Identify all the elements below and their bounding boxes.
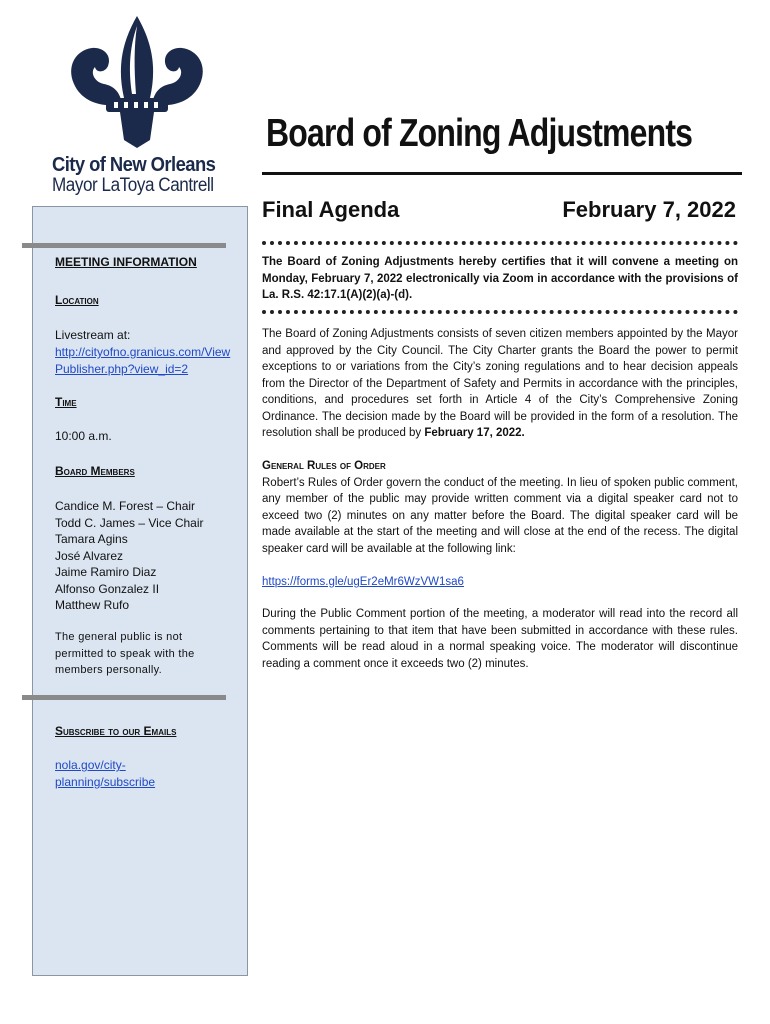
agenda-date: February 7, 2022 [562,197,736,222]
livestream-link[interactable]: http://cityofno.granicus.com/ViewPublisher.php?view_id=2 [55,345,231,376]
list-item: Tamara Agins [55,532,128,546]
page-title: Board of Zoning Adjustments [266,112,693,155]
rules-heading: General Rules of Order [262,460,386,472]
list-item: Alfonso Gonzalez II [55,581,160,596]
rules-section [262,458,738,557]
fleur-de-lis-icon [62,12,212,152]
meeting-time: 10:00 a.m. [55,429,112,443]
list-item: Candice M. Forest – Chair [55,499,196,513]
board-members-list [55,498,235,614]
list-item: Matthew Rufo [55,598,130,612]
list-item: José Alvarez [55,548,124,563]
meeting-info-heading: MEETING INFORMATION [55,255,197,269]
logo-city-name: City of New Orleans [52,154,216,176]
dotted-divider [262,310,738,314]
logo-mayor-name: Mayor LaToya Cantrell [52,175,214,196]
list-item: Todd C. James – Vice Chair [55,515,204,530]
speaker-card-link-row [262,574,738,591]
list-item: Jaime Ramiro Diaz [55,565,157,579]
board-members-heading: Board Members [55,464,135,478]
time-heading: Time [55,395,77,409]
subscribe-link[interactable]: nola.gov/city-planning/subscribe [55,758,156,789]
dotted-divider [262,241,738,245]
public-comment-text: During the Public Comment portion of the meeting, a moderator will read into the record all comments pertaining to that item that have been submitted in accordance with these rules. Comments will be read aloud in a normal speaking voice. The moderator will discontinue reading a comment once it exceeds two (2) minutes. [262,608,738,670]
livestream-label: Livestream at: [55,328,131,342]
sidebar-divider [22,695,226,700]
title-divider [262,172,742,175]
sidebar-divider [22,243,226,248]
agenda-label: Final Agenda [262,197,400,222]
description-text: The Board of Zoning Adjustments consists of seven citizen members appointed by the Mayor and approved by the City Council. The City Charter grants the Board the power to permit exceptions to or variations from the City’s zoning regulations and to hear decision appeals from the Director of the Department of Safety and Permits in accordance with the principles, conditions, and procedures set forth in Article 4 of the City’s Comprehensive Zoning Ordinance. The decision made by the Board will be provided in the form of a resolution. The resolution shall be produced by [262,328,738,439]
certification-text: The Board of Zoning Adjustments hereby certifies that it will convene a meeting on Monday, February 7, 2022 electronically via Zoom in accordance with the provisions of La. R.S. 42:17.1(A)(2)(a)-(d). [262,256,738,301]
resolution-deadline: February 17, 2022. [424,427,525,439]
location-heading: Location [55,293,99,307]
board-description [262,326,738,442]
public-note: The general public is not permitted to speak with the members personally. [55,631,195,676]
rules-text: Robert’s Rules of Order govern the conduct of the meeting. In lieu of spoken public comment, any member of the public may provide written comment via a digital speaker card not to exceed two (2) minutes on any matter before the Board. The digital speaker card will be made available at the start of the meeting and will close at the end of the recess. The digital speaker card will be available at the following link: [262,476,738,555]
speaker-card-link[interactable]: https://forms.gle/ugEr2eMr6WzVW1sa6 [262,576,464,588]
subscribe-heading: Subscribe to our Emails [55,724,177,738]
city-logo [52,12,227,196]
